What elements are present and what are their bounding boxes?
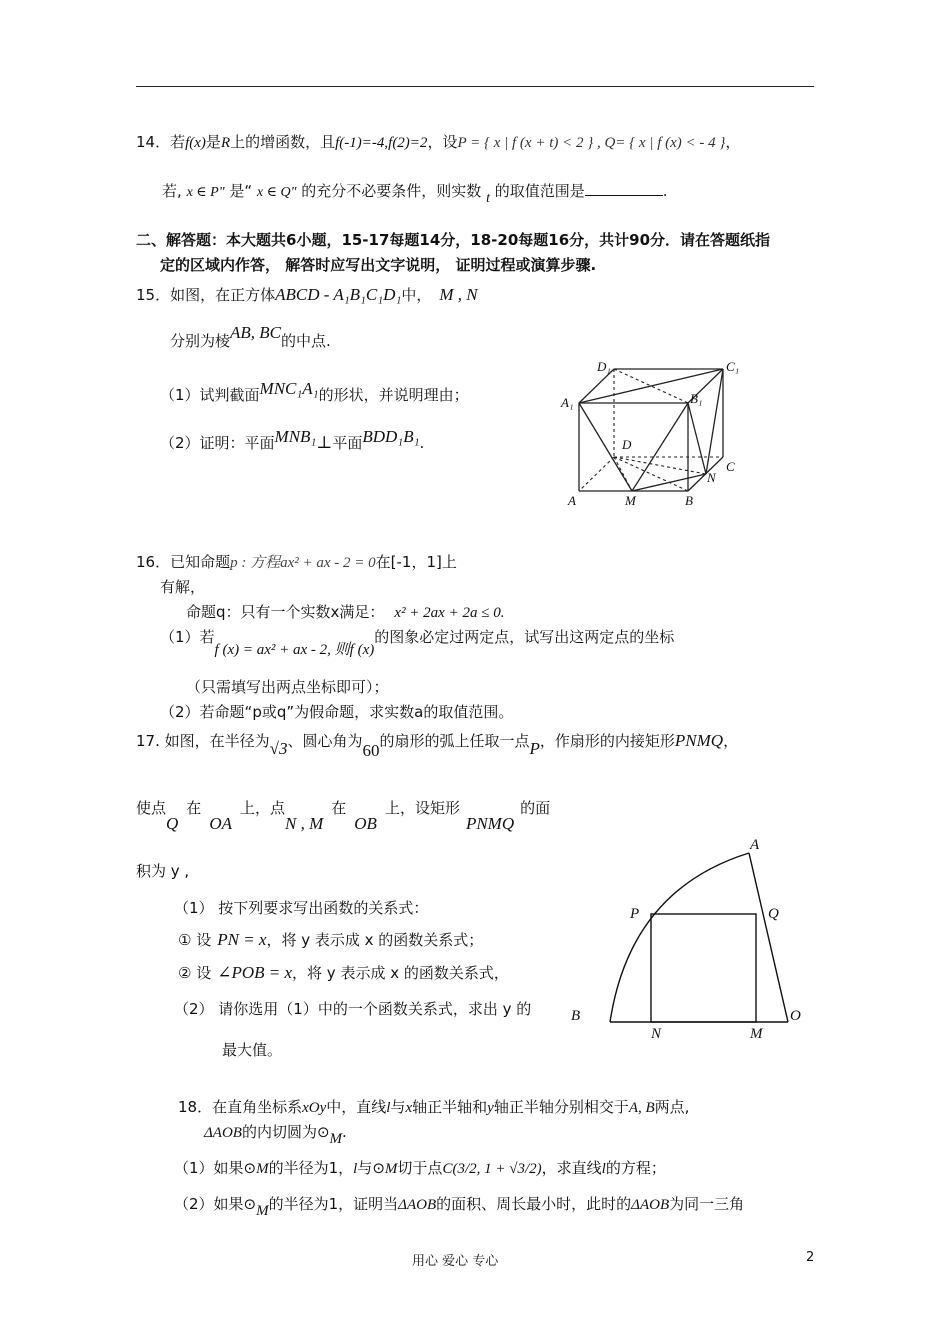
label-a: A	[568, 493, 576, 508]
section2-heading: 二、解答题：本大题共6小题，15-17每题14分，18-20每题16分，共计90分．请在答题纸指	[136, 231, 771, 249]
q17-line1: 17. 如图，在半径为√3、圆心角为60的扇形的弧上任取一点P，作扇形的内接矩形PNMQ，	[136, 731, 739, 760]
q17-case1: ① 设 PN = x，将 y 表示成 x 的函数关系式；	[178, 930, 484, 949]
footer-motto: 用心 爱心 专心	[412, 1254, 499, 1269]
q18-part2: （2）如果⊙M的半径为1，证明当ΔAOB的面积、周长最小时，此时的ΔAOB为同一三角	[174, 1195, 745, 1219]
answer-blank	[585, 181, 663, 196]
fig-label-n: N	[651, 1026, 662, 1042]
q18-line2: ΔAOB的内切圆为⊙M.	[204, 1123, 347, 1147]
label-b1: B₁	[690, 391, 703, 406]
sector-figure	[560, 830, 810, 1045]
label-d: D	[622, 437, 632, 452]
q14-line2: 若, x ∈ P" 是“ x ∈ Q" 的充分不必要条件，则实数 t 的取值范围是 .	[162, 182, 668, 206]
q14-line1: 14．若f(x)是R上的增函数，且f(-1)=-4,f(2)=2，设P = { x | f (x + t) < 2 } , Q= { x | f (x) < - 4 }，	[136, 133, 741, 151]
q15-line2: 分别为棱AB, BC的中点.	[170, 323, 331, 350]
label-c1: C₁	[726, 359, 740, 374]
label-d1: D₁	[597, 359, 611, 374]
fig-label-q: Q	[768, 906, 779, 922]
cube-figure	[556, 355, 746, 515]
q14-set-expression: P = { x | f (x + t) < 2 } , Q= { x | f (x) < - 4 }	[457, 135, 726, 151]
q17-part2: （2） 请你选用（1）中的一个函数关系式，求出 y 的	[174, 1000, 532, 1018]
label-c: C	[726, 459, 735, 474]
label-m: M	[625, 493, 636, 508]
q16-part2: （2）若命题“p或q”为假命题，求实数a的取值范围。	[160, 703, 514, 721]
point-c: C(3/2, 1 + √3/2)	[442, 1161, 542, 1177]
label-b: B	[685, 493, 693, 508]
q16-part1: （1）若f (x) = ax² + ax - 2, 则f (x)的图象必定过两定点，试写出这两定点的坐标	[160, 628, 675, 658]
q15-part1: （1）试判截面MNC₁A₁的形状，并说明理由；	[160, 379, 469, 404]
q18-part1: （1）如果⊙M的半径为1，l与⊙M切于点C(3/2, 1 + √3/2)，求直线l的方程；	[174, 1159, 666, 1177]
q16-part1-note: （只需填写出两点坐标即可）；	[186, 678, 389, 696]
q17-line2: 使点Q在OA上，点N , M在OB上，设矩形PNMQ的面	[136, 799, 551, 833]
fig-label-b: B	[571, 1008, 581, 1024]
q17-case2: ② 设 ∠POB = x，将 y 表示成 x 的函数关系式，	[178, 963, 509, 982]
label-n: N	[707, 470, 716, 485]
q17-line3: 积为 y ,	[136, 862, 190, 880]
q17-part1: （1） 按下列要求写出函数的关系式：	[174, 899, 429, 917]
fig-label-p: P	[630, 906, 640, 922]
q16-line3: 命题q：只有一个实数x满足： x² + 2ax + 2a ≤ 0.	[186, 603, 505, 621]
fig-label-o: O	[790, 1008, 801, 1024]
q16-line1: 16．已知命题p : 方程ax² + ax - 2 = 0在[-1，1]上	[136, 553, 457, 571]
q15-part2: （2）证明：平面MNB₁⊥平面BDD₁B₁.	[160, 427, 425, 452]
q17-part2-cont: 最大值。	[222, 1041, 283, 1059]
section2-heading-cont: 定的区域内作答， 解答时应写出文字说明， 证明过程或演算步骤.	[160, 256, 597, 274]
page-number: 2	[806, 1250, 815, 1265]
q18-line1: 18．在直角坐标系xOy中，直线l与x轴正半轴和y轴正半轴分别相交于A, B两点,	[178, 1098, 690, 1116]
header-rule	[136, 86, 814, 87]
fig-label-m: M	[750, 1026, 763, 1042]
label-a1: A₁	[561, 395, 574, 410]
q16-line2: 有解，	[160, 578, 206, 596]
fig-label-a: A	[750, 837, 760, 853]
q15-line1: 15．如图，在正方体ABCD - A₁B₁C₁D₁中， M , N	[136, 285, 478, 304]
